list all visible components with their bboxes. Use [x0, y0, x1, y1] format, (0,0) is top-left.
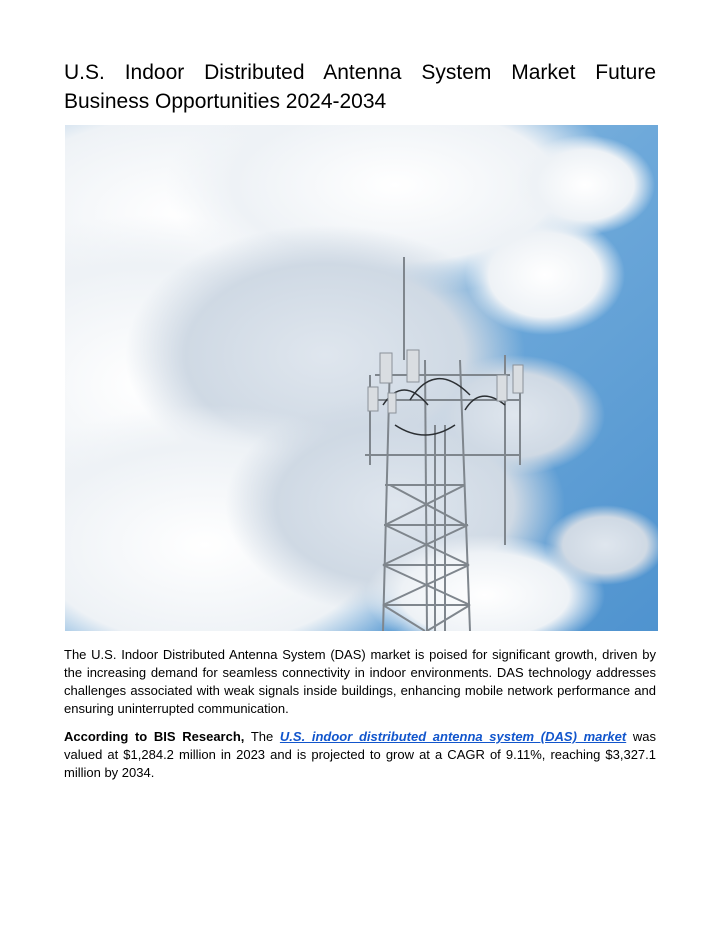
intro-paragraph: The U.S. Indoor Distributed Antenna System (DAS) market is poised for significant growth, driven by the increasing demand for seamless connectivity in indoor environments. DAS technology addresses challenges associated with weak signals inside buildings, enhancing mobile network performance and ensuring uninterrupted communication.: [64, 647, 656, 716]
text-after-link: was valued at $1,284.2 million in 2023 and is projected to grow at a CAGR of 9.11%, reaching $3,327.1 million by 2034.: [64, 729, 656, 780]
text-before-link: The: [244, 729, 280, 744]
source-attribution: According to BIS Research,: [64, 729, 245, 744]
market-report-link[interactable]: U.S. indoor distributed antenna system (DAS) market: [279, 729, 627, 744]
page-title: U.S. Indoor Distributed Antenna System Market Future Business Opportunities 2024-2034: [64, 61, 656, 113]
hero-image-cell-tower: [65, 125, 658, 631]
research-paragraph: [64, 728, 656, 782]
